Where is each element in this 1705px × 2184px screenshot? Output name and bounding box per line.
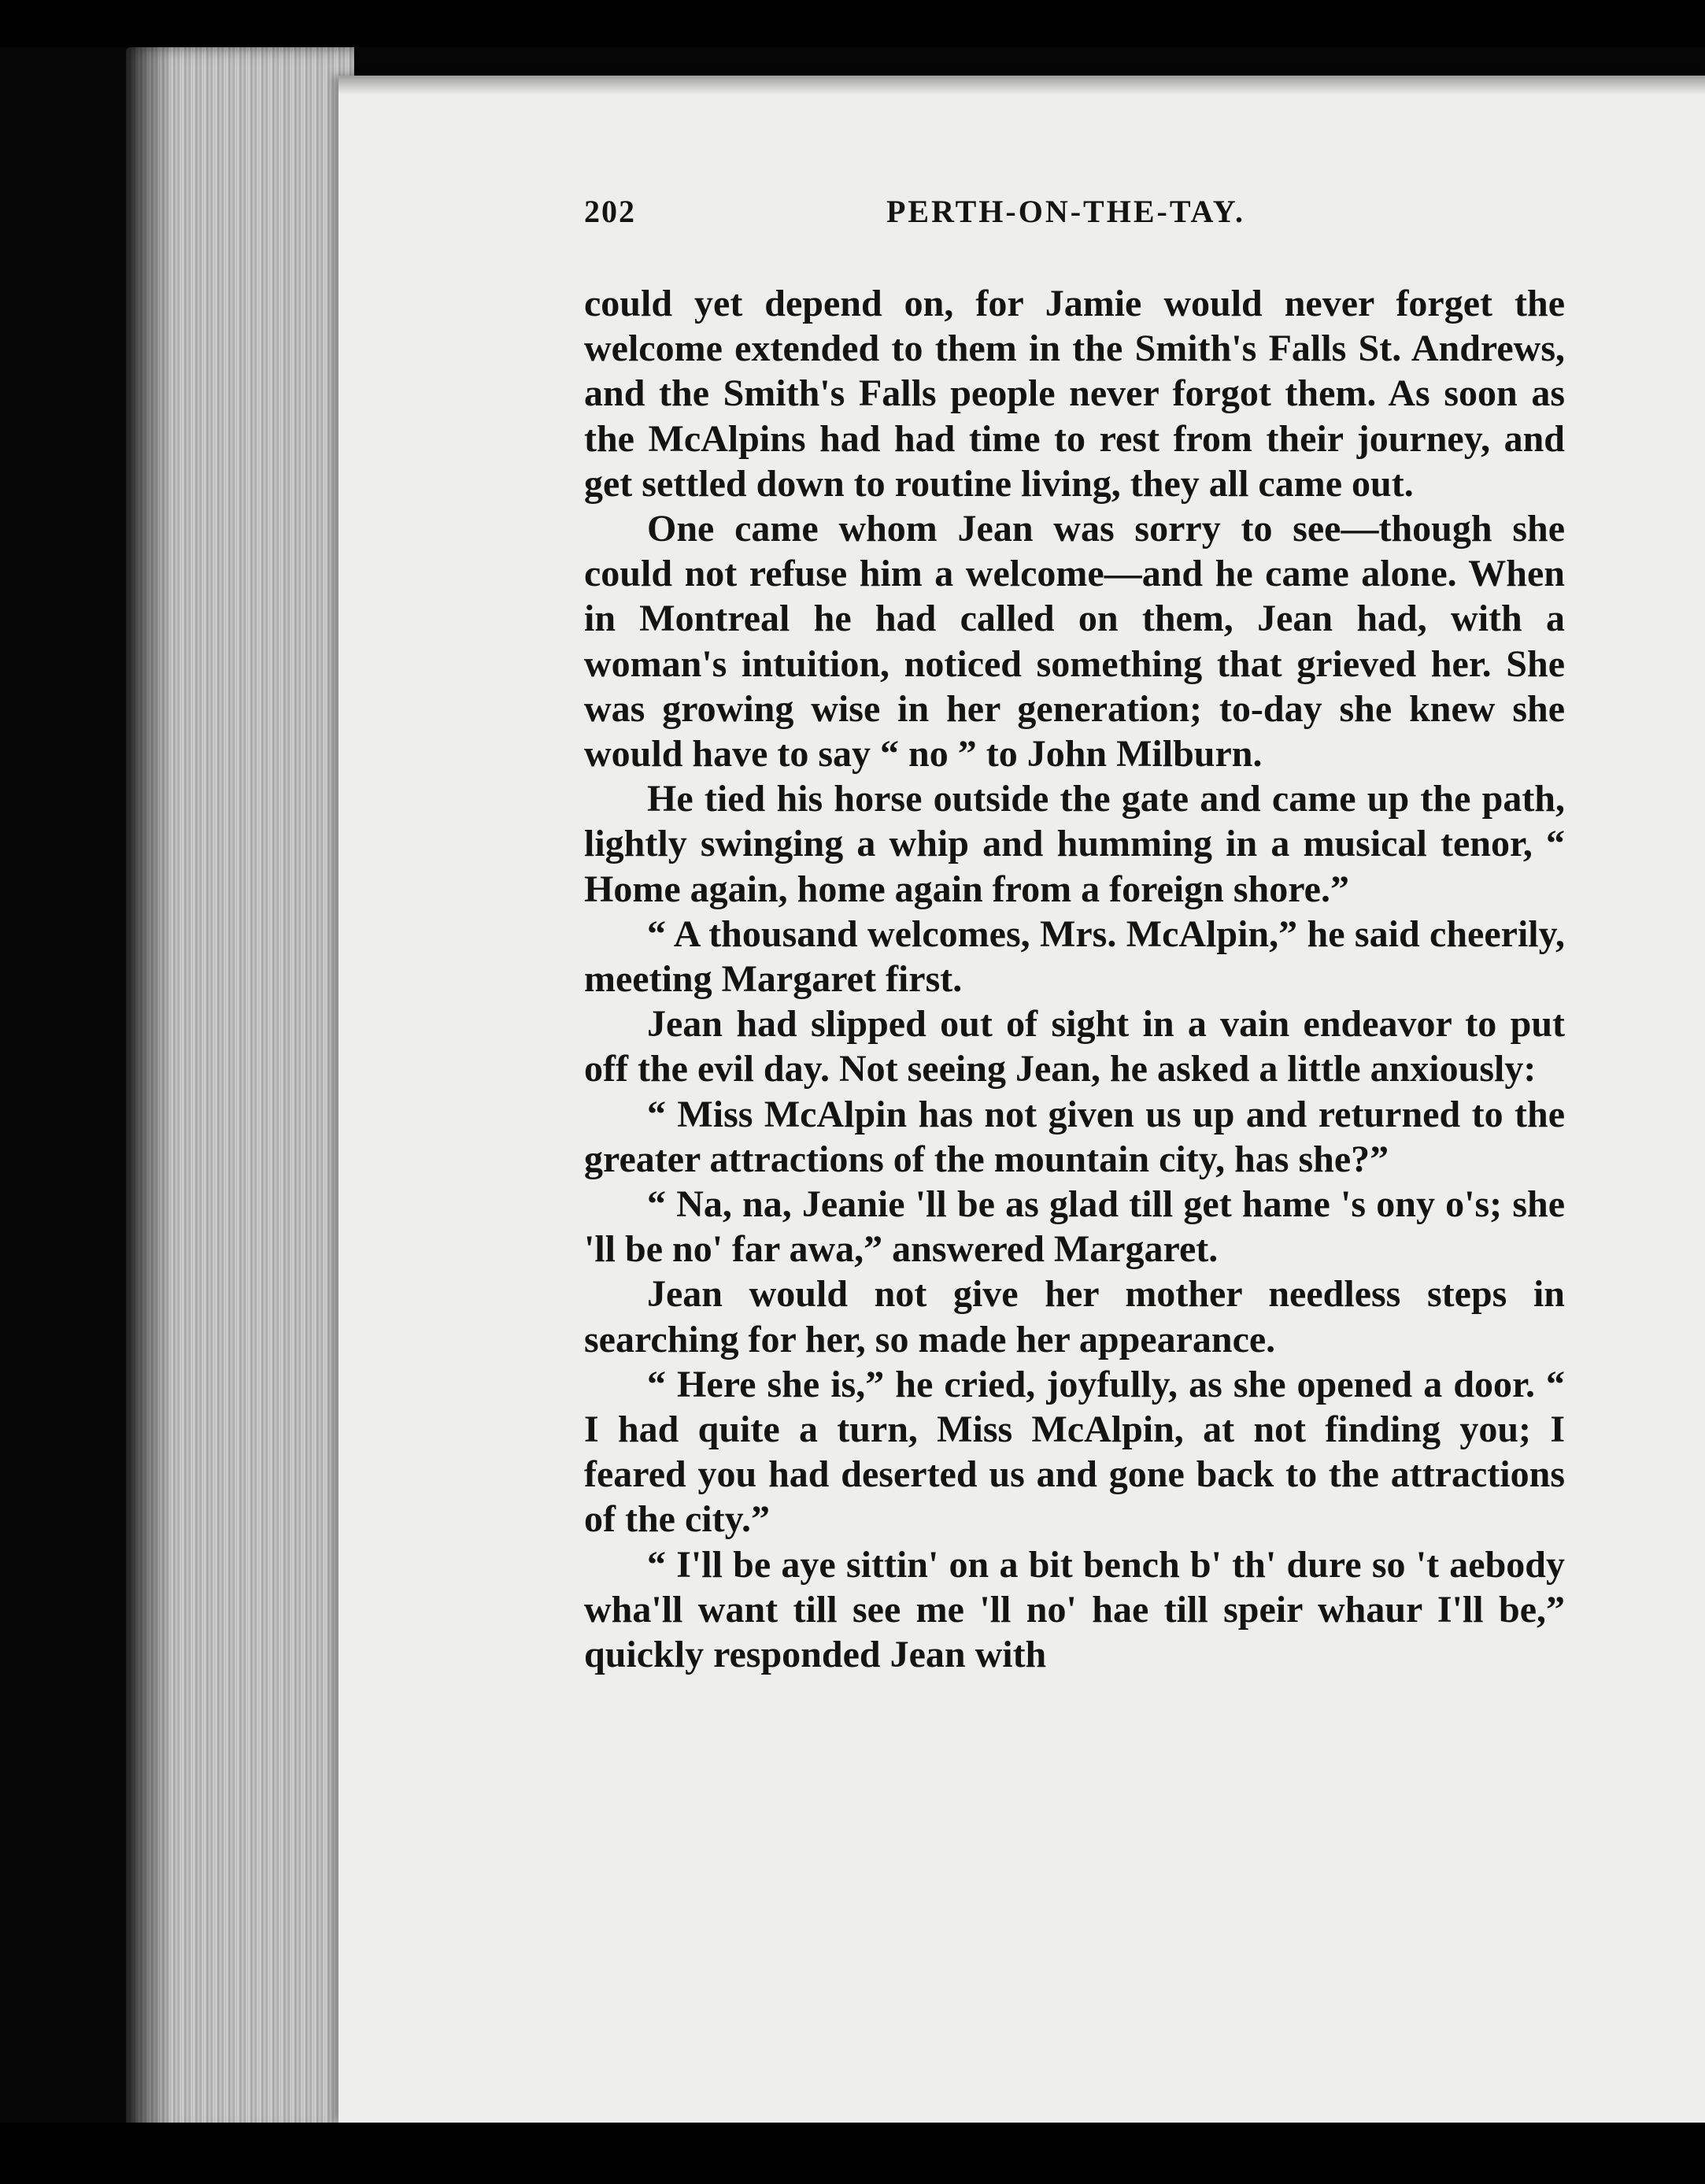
paragraph: Jean would not give her mother needless steps in searching for her, so made her appearance. bbox=[584, 1273, 1565, 1360]
page-top-shadow bbox=[338, 76, 1705, 94]
paragraph: Jean had slipped out of sight in a vain endeavor to put off the evil day. Not seeing Jean, he asked a little anxiously: bbox=[584, 1003, 1565, 1090]
body-text bbox=[584, 281, 1565, 1677]
paragraph: “ A thousand welcomes, Mrs. McAlpin,” he said cheerily, meeting Margaret first. bbox=[584, 912, 1565, 1001]
paragraph: “ Na, na, Jeanie 'll be as glad till get hame 's ony o's; she 'll be no' far awa,” answered Margaret. bbox=[584, 1183, 1565, 1271]
paragraph: He tied his horse outside the gate and came up the path, lightly swinging a whip and humming in a musical tenor, “ Home again, home again from a foreign shore.” bbox=[584, 778, 1565, 910]
scan-border-bottom bbox=[0, 2123, 1705, 2184]
page-text-block bbox=[584, 193, 1565, 1677]
book-edge-shadow bbox=[126, 47, 173, 2134]
paragraph: One came whom Jean was sorry to see—though she could not refuse him a welcome—and he came alone. When in Montreal he had called on them, Jean had, with a woman's intuition, noticed something that grieved her. She was growing wise in her generation; to-day she knew she would have to say “ no ” to John Milburn. bbox=[584, 508, 1565, 776]
paragraph: “ I'll be aye sittin' on a bit bench b' th' dure so 't aebody wha'll want till see me 'll no' hae till speir whaur I'll be,” quickly responded Jean with bbox=[584, 1543, 1565, 1676]
paragraph: “ Miss McAlpin has not given us up and returned to the greater attractions of the mountain city, has she?” bbox=[584, 1093, 1565, 1180]
page-number: 202 bbox=[584, 194, 636, 229]
running-head bbox=[584, 193, 1565, 240]
paragraph: “ Here she is,” he cried, joyfully, as she opened a door. “ I had quite a turn, Miss McAlpin, at not finding you; I feared you had deserted us and gone back to the attractions of the city.” bbox=[584, 1363, 1565, 1541]
running-title: PERTH-ON-THE-TAY. bbox=[886, 194, 1245, 229]
scan-border-top bbox=[0, 0, 1705, 47]
paragraph: could yet depend on, for Jamie would never forget the welcome extended to them in the Smith's Falls St. Andrews, and the Smith's Falls people never forgot them. As soon as the McAlpins had had time to rest from their journey, and get settled down to routine living, they all came out. bbox=[584, 283, 1565, 505]
